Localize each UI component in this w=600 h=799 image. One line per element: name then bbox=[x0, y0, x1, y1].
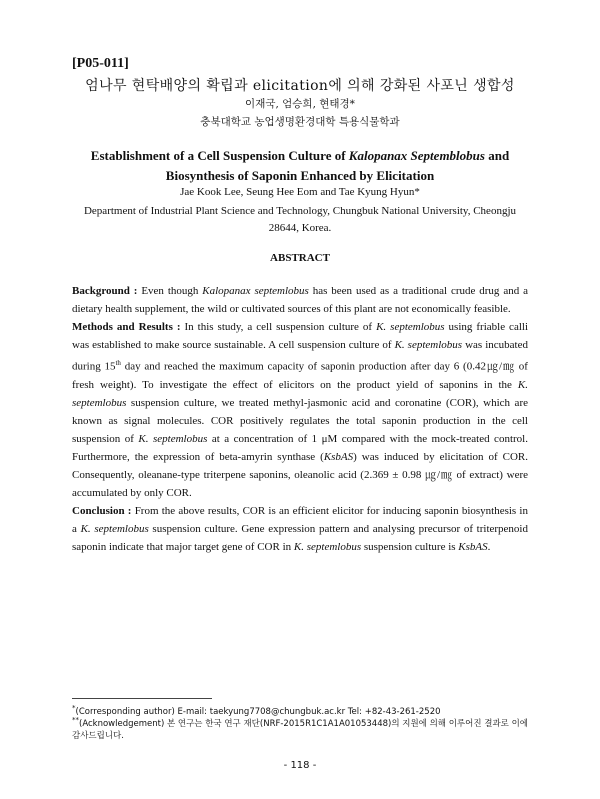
methods-text-1: In this study, a cell suspension culture of bbox=[180, 321, 377, 333]
methods-species-2: K. septemlobus bbox=[394, 339, 463, 351]
conclusion-species-1: K. septemlobus bbox=[80, 522, 149, 535]
korean-title: 엄나무 현탁배양의 확립과 elicitation에 의해 강화된 사포닌 생합성 bbox=[85, 78, 515, 94]
methods-text-3: was incubated during 15 bbox=[72, 339, 528, 373]
methods-species-4: K. septemlobus bbox=[138, 432, 208, 445]
methods-text-2: using friable calli was established to make source sustainable. A cell suspension culture of bbox=[72, 321, 528, 351]
footnote-divider bbox=[72, 698, 212, 699]
methods-paragraph bbox=[72, 318, 528, 502]
english-title-line1-post: and bbox=[484, 148, 510, 163]
conclusion-paragraph bbox=[72, 502, 528, 556]
methods-species-1: K. septemlobus bbox=[376, 321, 445, 333]
methods-gene-name: KsbAS bbox=[323, 450, 354, 463]
korean-affiliation: 충북대학교 농업생명환경대학 특용식물학과 bbox=[200, 116, 400, 128]
conclusion-text-3: suspension culture is bbox=[361, 540, 459, 553]
korean-authors: 이재국, 엄승희, 현태경* bbox=[245, 98, 355, 110]
conclusion-gene-name: KsbAS bbox=[458, 540, 488, 553]
conclusion-text-4: . bbox=[487, 540, 491, 553]
footnote-text-1: (Corresponding author) E-mail: taekyung7708@chungbuk.ac.kr Tel: +82-43-261-2520 bbox=[75, 706, 441, 717]
conclusion-species-2: K. septemlobus bbox=[293, 540, 362, 553]
conclusion-label: Conclusion : bbox=[72, 504, 132, 517]
background-label: Background : bbox=[72, 285, 138, 297]
english-title bbox=[72, 146, 528, 186]
background-paragraph bbox=[72, 282, 528, 318]
poster-code: [P05-011] bbox=[72, 56, 129, 71]
conclusion-text-2: suspension culture. Gene expression pattern and analysing precursor of triterpenoid saponin indicate that major target gene of COR in bbox=[72, 522, 528, 553]
page-number: - 118 - bbox=[283, 760, 317, 771]
methods-species-3: K. septemlobus bbox=[72, 378, 528, 409]
footnote-mark-1: * bbox=[72, 704, 76, 712]
english-title-line1-pre: Establishment of a Cell Suspension Culture of bbox=[90, 148, 349, 163]
methods-text-5: suspension culture, we treated methyl-jasmonic acid and coronatine (COR), which are known as signal molecules. COR positively regulates the total saponin production in the cell suspension of bbox=[72, 396, 528, 445]
footnote-text-2: (Acknowledgement) 본 연구는 한국 연구 재단(NRF-2015R1C1A1A01053448)의 지원에 의해 이루어진 결과로 이에 감사드립니다. bbox=[72, 718, 529, 741]
background-text-1: Even though bbox=[137, 285, 203, 297]
english-title-species: Kalopanax Septemblobus bbox=[348, 148, 485, 163]
background-species: Kalopanax septemlobus bbox=[202, 285, 309, 297]
methods-superscript: th bbox=[115, 359, 121, 367]
english-affiliation: Department of Industrial Plant Science and Technology, Chungbuk National University, Cheongju 28644, Korea. bbox=[83, 205, 516, 234]
background-text-2: has been used as a traditional crude drug and a dietary health supplement, the wild or cultivated sources of this plant are not economically feasible. bbox=[72, 285, 528, 315]
english-authors: Jae Kook Lee, Seung Hee Eom and Tae Kyung Hyun* bbox=[180, 186, 420, 198]
abstract-heading: ABSTRACT bbox=[270, 252, 330, 264]
methods-text-7: ) was induced by elicitation of COR. Consequently, oleanane-type triterpene saponins, oleanolic acid (2.369 ± 0.98 ㎍/㎎ of extract) were accumulated by only COR. bbox=[72, 450, 528, 499]
english-title-line2: Biosynthesis of Saponin Enhanced by Elicitation bbox=[165, 168, 435, 183]
conclusion-text-1: From the above results, COR is an efficient elicitor for inducing saponin biosynthesis in a bbox=[72, 504, 528, 535]
methods-text-4: day and reached the maximum capacity of saponin production after day 6 (0.42㎍/㎎ of fresh weight). To investigate the effect of elicitors on the product yield of saponins in the bbox=[72, 360, 528, 391]
methods-text-6: at a concentration of 1 μM compared with the mock-treated control. Furthermore, the expression of beta-amyrin synthase ( bbox=[72, 432, 528, 463]
methods-label: Methods and Results : bbox=[72, 321, 181, 333]
abstract-body bbox=[72, 282, 528, 556]
footnote-acknowledgement bbox=[72, 714, 528, 742]
footnote-mark-2: ** bbox=[72, 716, 79, 724]
